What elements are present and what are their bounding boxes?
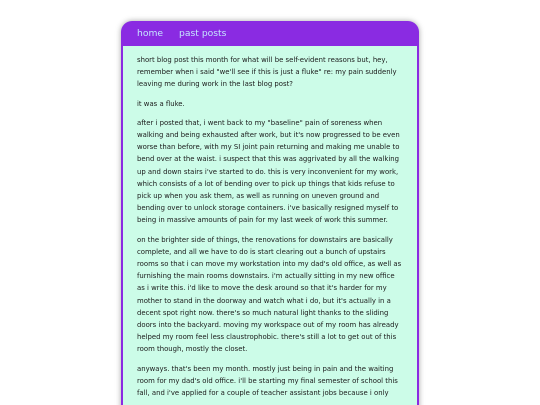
post-paragraph-2: it was a fluke. — [137, 99, 185, 108]
post-content — [121, 46, 419, 405]
post-paragraph-4: on the brighter side of things, the renovations for downstairs are basically complete, and all we have to do is start clearing out a bunch of upstairs rooms so that i can move my workstation into my dad's old office, as well as furnishing the main rooms downstairs. i'm actually sitting in my new office as i write this. i'd like to move the desk around so that it's harder for my mother to stand in the doorway and watch what i do, but it's actually in a decent spot right now. there's so much natural light thanks to the sliding doors into the backyard. moving my workspace out of my room has already helped my room feel less claustrophobic. there's still a lot to get out of this room though, mostly the closet. — [137, 235, 402, 354]
top-nav — [121, 21, 419, 46]
post-paragraph-5: anyways. that's been my month. mostly just being in pain and the waiting room for my dad's old office. i'll be starting my final semester of school this fall, and i've applied for a couple of teacher assistant jobs because i only — [137, 364, 398, 398]
nav-link-past-posts[interactable]: past posts — [179, 27, 227, 39]
blog-card — [121, 21, 419, 405]
post-paragraph-3: after i posted that, i went back to my "baseline" pain of soreness when walking and being exhausted after work, but it's now progressed to be even worse than before, with my SI joint pain returning and making me unable to bend over at the waist. i suspect that this was aggrivated by all the walking up and down stairs i've started to do. this is very inconvenient for my work, which consists of a lot of bending over to pick up things that kids refuse to pick up when you ask them, as well as running on uneven ground and bending over to unlock storage containers. i've basically resigned myself to being in massive amounts of pain for my last week of work this summer. — [137, 118, 400, 225]
nav-link-home[interactable]: home — [137, 27, 164, 39]
post-paragraph-1: short blog post this month for what will be self-evident reasons but, hey, remember when i said "we'll see if this is just a fluke" re: my pain suddenly leaving me during work in the last blog post? — [137, 56, 397, 89]
